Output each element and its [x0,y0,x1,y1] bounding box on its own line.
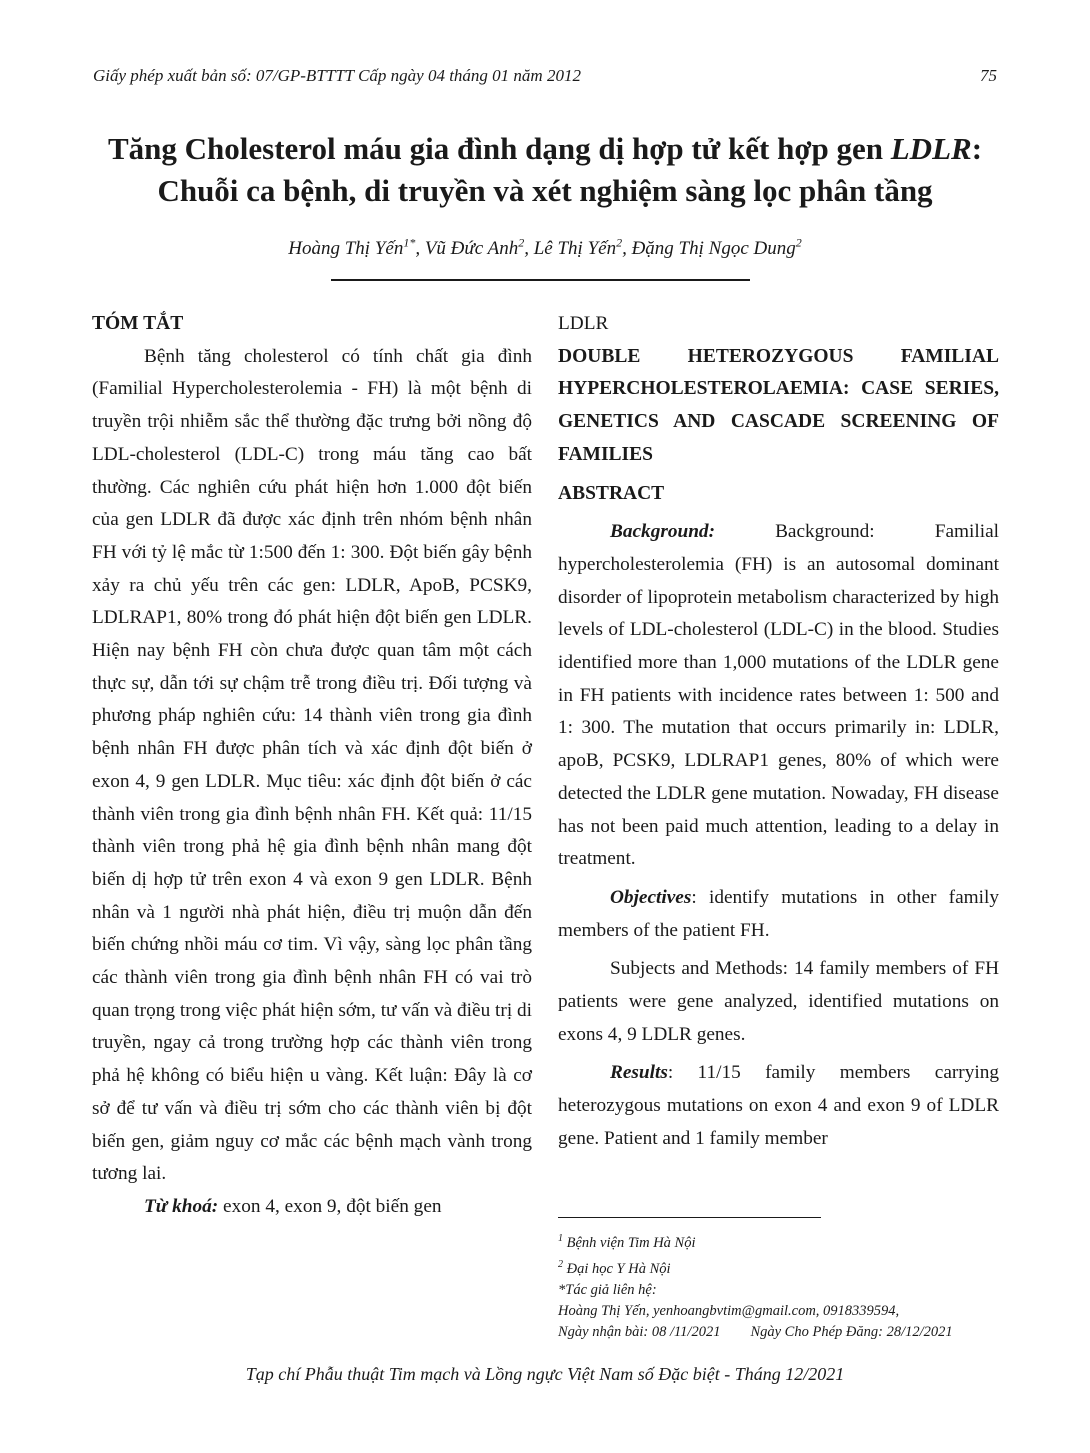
vi-keywords: Từ khoá: exon 4, exon 9, đột biến gen [144,1195,442,1217]
objectives-label: Objectives [610,886,692,908]
author: Lê Thị Yến$^2$, [533,236,632,260]
methods-paragraph: Subjects and Methods: 14 family members of FH patients were gene analyzed, identified mutations on exons 4, 9 LDLR genes. [558,958,999,1045]
running-header [93,66,997,92]
author-list [60,236,1030,260]
objectives-paragraph: Objectives: identify mutations in other family members of the patient FH. [558,886,999,941]
en-abstract-heading: ABSTRACT [558,482,665,504]
results-label: Results [610,1062,668,1084]
license-text: Giấy phép xuất bản số: 07/GP-BTTTT Cấp ngày 04 tháng 01 năm 2012 [93,66,581,85]
author: Hoàng Thị Yến$^{1*}$, [288,236,425,260]
title-line-1: Tăng Cholesterol máu gia đình dạng dị hợp tử kết hợp gen LDLR: [107,131,983,166]
results-paragraph: Results: 11/15 family members carrying heterozygous mutations on exon 4 and exon 9 of LDLR gene. Patient and 1 family member [558,1062,999,1149]
title-gene-name: LDLR [890,131,972,166]
footnote-divider [558,1217,821,1218]
keywords-label: Từ khoá: [144,1195,219,1217]
submission-dates: Ngày nhận bài: 08 /11/2021 Ngày Cho Phép Đăng: 28/12/2021 [558,1324,953,1341]
english-title: DOUBLE HETEROZYGOUS FAMILIAL HYPERCHOLESTEROLAEMIA: CASE SERIES, GENETICS AND CASCADE SCREENING OF FAMILIES [558,345,999,465]
background-paragraph: Background: Background: Familial hypercholesterolemia (FH) is an autosomal dominant disorder of lipoprotein metabolism characterized by high levels of LDL-cholesterol (LDL-C) in the blood. Studies identified more than 1,000 mutations of the LDLR gene in FH patients with incidence rates between 1: 500 and 1: 300. The mutation that occurs primarily in: LDLR, apoB, PCSK9, LDLRAP1 genes, 80% of which were detected the LDLR gene mutation. Nowaday, FH disease has not been paid much attention, leading to a delay in treatment. [558,521,999,870]
vi-abstract-body: Bệnh tăng cholesterol có tính chất gia đình (Familial Hypercholesterolemia - FH) là một bệnh di truyền trội nhiễm sắc thể thường đặc trưng bởi nồng độ LDL-cholesterol (LDL-C) trong máu tăng cao bất thường. Các nghiên cứu phát hiện hơn 1.000 đột biến của gen LDLR đã được xác định trên nhóm bệnh nhân FH với tỷ lệ mắc từ 1:500 đến 1: 300. Đột biến gây bệnh xảy ra chủ yếu trên các gen: LDLR, ApoB, PCSK9, LDLRAP1, 80% trong đó phát hiện đột biến gen LDLR. Hiện nay bệnh FH còn chưa được quan tâm một cách thực sự, dẫn tới sự chậm trễ trong điều trị. Đối tượng và phương pháp nghiên cứu: 14 thành viên trong gia đình bệnh nhân FH được phân tích và xác định đột biến ở exon 4, 9 gen LDLR. Mục tiêu: xác định đột biến ở các thành viên trong gia đình bệnh nhân FH. Kết quả: 11/15 thành viên trong phả hệ gia đình bệnh nhân mang đột biến dị hợp tử trên exon 4 và exon 9 gen LDLR. Bệnh nhân và 1 người nhà phát hiện, điều trị muộn dẫn đến biến chứng nhồi máu cơ tim. Vì vậy, sàng lọc phân tầng các thành viên trong gia đình bệnh nhân FH có vai trò quan trọng trong việc phát hiện sớm, tư vấn và điều trị di truyền, ngay cả trong trường hợp các thành viên trong phả hệ không có biểu hiện u vàng. Kết luận: Đây là cơ sở để tư vấn và điều trị sớm cho các thành viên bị đột biến gen, giảm nguy cơ mắc các bệnh mạch vành trong tương lai. [92,345,532,1185]
corresponding-author-contact: Hoàng Thị Yến, yenhoangbvtim@gmail.com, 0918339594, [558,1303,900,1320]
page-number: 75 [980,66,997,85]
footnote-affiliation-1: $^1$ Bệnh viện Tim Hà Nội [558,1233,696,1251]
background-label: Background: [610,521,715,543]
author: Đặng Thị Ngọc Dung$^2$ [631,236,802,260]
footnotes [558,1228,998,1344]
title-divider [331,279,750,281]
vi-keywords-continued: LDLR [558,313,609,334]
footnote-affiliation-2: $^2$ Đại học Y Hà Nội [558,1259,671,1277]
author: Vũ Đức Anh$^2$, [424,236,534,260]
english-abstract-column [558,308,999,1156]
journal-footer: Tạp chí Phẫu thuật Tim mạch và Lồng ngực Việt Nam số Đặc biệt - Tháng 12/2021 [245,1364,845,1384]
article-title [60,128,1030,212]
vietnamese-abstract-column [92,308,532,1224]
corresponding-author-label: *Tác giả liên hệ: [558,1282,657,1299]
vi-abstract-heading: TÓM TẮT [92,313,184,334]
title-line-2: Chuỗi ca bệnh, di truyền và xét nghiệm sàng lọc phân tầng [157,173,933,208]
